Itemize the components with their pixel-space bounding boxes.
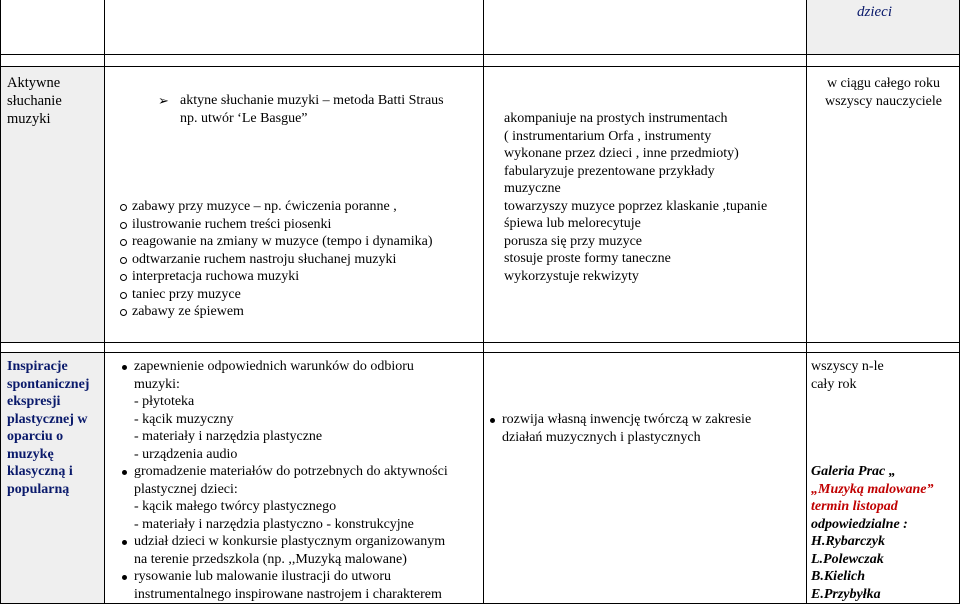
list-item: na terenie przedszkola (np. ,,Muzyką malowane): [134, 551, 407, 567]
row1-arrow-item: ➢ aktyne słuchanie muzyki – metoda Batti Straus np. utwór ‘Le Basgue”: [158, 93, 444, 126]
list-item: działań muzycznych i plastycznych: [502, 429, 701, 445]
list-item: - kącik małego twórcy plastycznego: [134, 499, 337, 514]
responsible-name: B.Kielich: [811, 569, 866, 584]
row1-category: Aktywne słuchanie muzyki: [7, 75, 62, 127]
list-item: gromadzenie materiałów do potrzebnych do aktywności: [120, 463, 448, 481]
list-item: instrumentalnego inspirowane nastrojem i charakterem: [134, 586, 442, 602]
grid-line-h: [0, 342, 960, 343]
list-item: rozwija własną inwencję twórczą w zakresie: [488, 411, 751, 429]
list-item: rysowanie lub malowanie ilustracji do utworu: [120, 568, 448, 586]
row2-category: Inspiracje spontanicznej ekspresji plastycznej w oparciu o muzykę klasyczną i popularną: [7, 359, 90, 497]
gallery-title: Galeria Prac „: [811, 464, 896, 479]
gallery-term: termin listopad: [811, 499, 898, 514]
list-item: odtwarzanie ruchem nastroju słuchanej muzyki: [118, 251, 433, 269]
responsible-name: L.Polewczak: [811, 551, 884, 567]
gallery-name: „Muzyką malowane”: [811, 481, 934, 497]
list-item: udział dzieci w konkursie plastycznym organizowanym: [120, 533, 448, 551]
list-item: zabawy przy muzyce – np. ćwiczenia poranne ,: [118, 198, 433, 216]
list-item: plastycznej dzieci:: [134, 481, 238, 497]
arrow-bullet-icon: ➢: [158, 93, 169, 108]
list-item: interpretacja ruchowa muzyki: [118, 268, 433, 286]
list-item: - materiały i narzędzia plastyczne: [134, 429, 323, 444]
list-item: ilustrowanie ruchem treści piosenki: [118, 216, 433, 234]
list-item: reagowanie na zmiany w muzyce (tempo i dynamika): [118, 233, 433, 251]
grid-line-h: [0, 54, 960, 55]
list-item: - urządzenia audio: [134, 446, 238, 462]
grid-line-v: [483, 0, 484, 604]
grid-line-h: [0, 352, 960, 353]
row2-activities-list: [120, 358, 448, 603]
row1-term: w ciągu całego roku wszyscy nauczyciele: [825, 76, 942, 109]
grid-line-h: [0, 66, 960, 67]
responsible-label: odpowiedzialne :: [811, 516, 908, 532]
responsible-name: H.Rybarczyk: [811, 534, 886, 549]
row1-outcomes: akompaniuje na prostych instrumentach ( instrumentarium Orfa , instrumenty wykonane przez dzieci , inne przedmioty) fabularyzuje prezentowane przykłady muzyczne towarzyszy muzyce poprzez klaskanie ,tupanie śpiewa lub melorecytuje porusza się przy muzyce stosuje proste formy taneczne wykorzystuje rekwizyty: [504, 111, 768, 284]
list-item: - płytoteka: [134, 394, 195, 409]
row1-activities-list: [118, 198, 433, 321]
grid-line-v: [104, 0, 105, 604]
list-item: muzyki:: [134, 376, 180, 392]
list-item: taniec przy muzyce: [118, 286, 433, 304]
row2-outcomes: [488, 411, 751, 446]
list-item: - materiały i narzędzia plastyczno - konstrukcyjne: [134, 516, 414, 532]
list-item: zabawy ze śpiewem: [118, 303, 433, 321]
responsible-name: E.Przybyłka: [811, 586, 881, 602]
top-cell-text: dzieci: [857, 4, 892, 20]
row2-term: wszyscy n-le cały rok: [811, 359, 884, 392]
row2-gallery: [811, 463, 934, 603]
list-item: zapewnienie odpowiednich warunków do odbioru: [120, 358, 448, 376]
list-item: - kącik muzyczny: [134, 411, 234, 427]
